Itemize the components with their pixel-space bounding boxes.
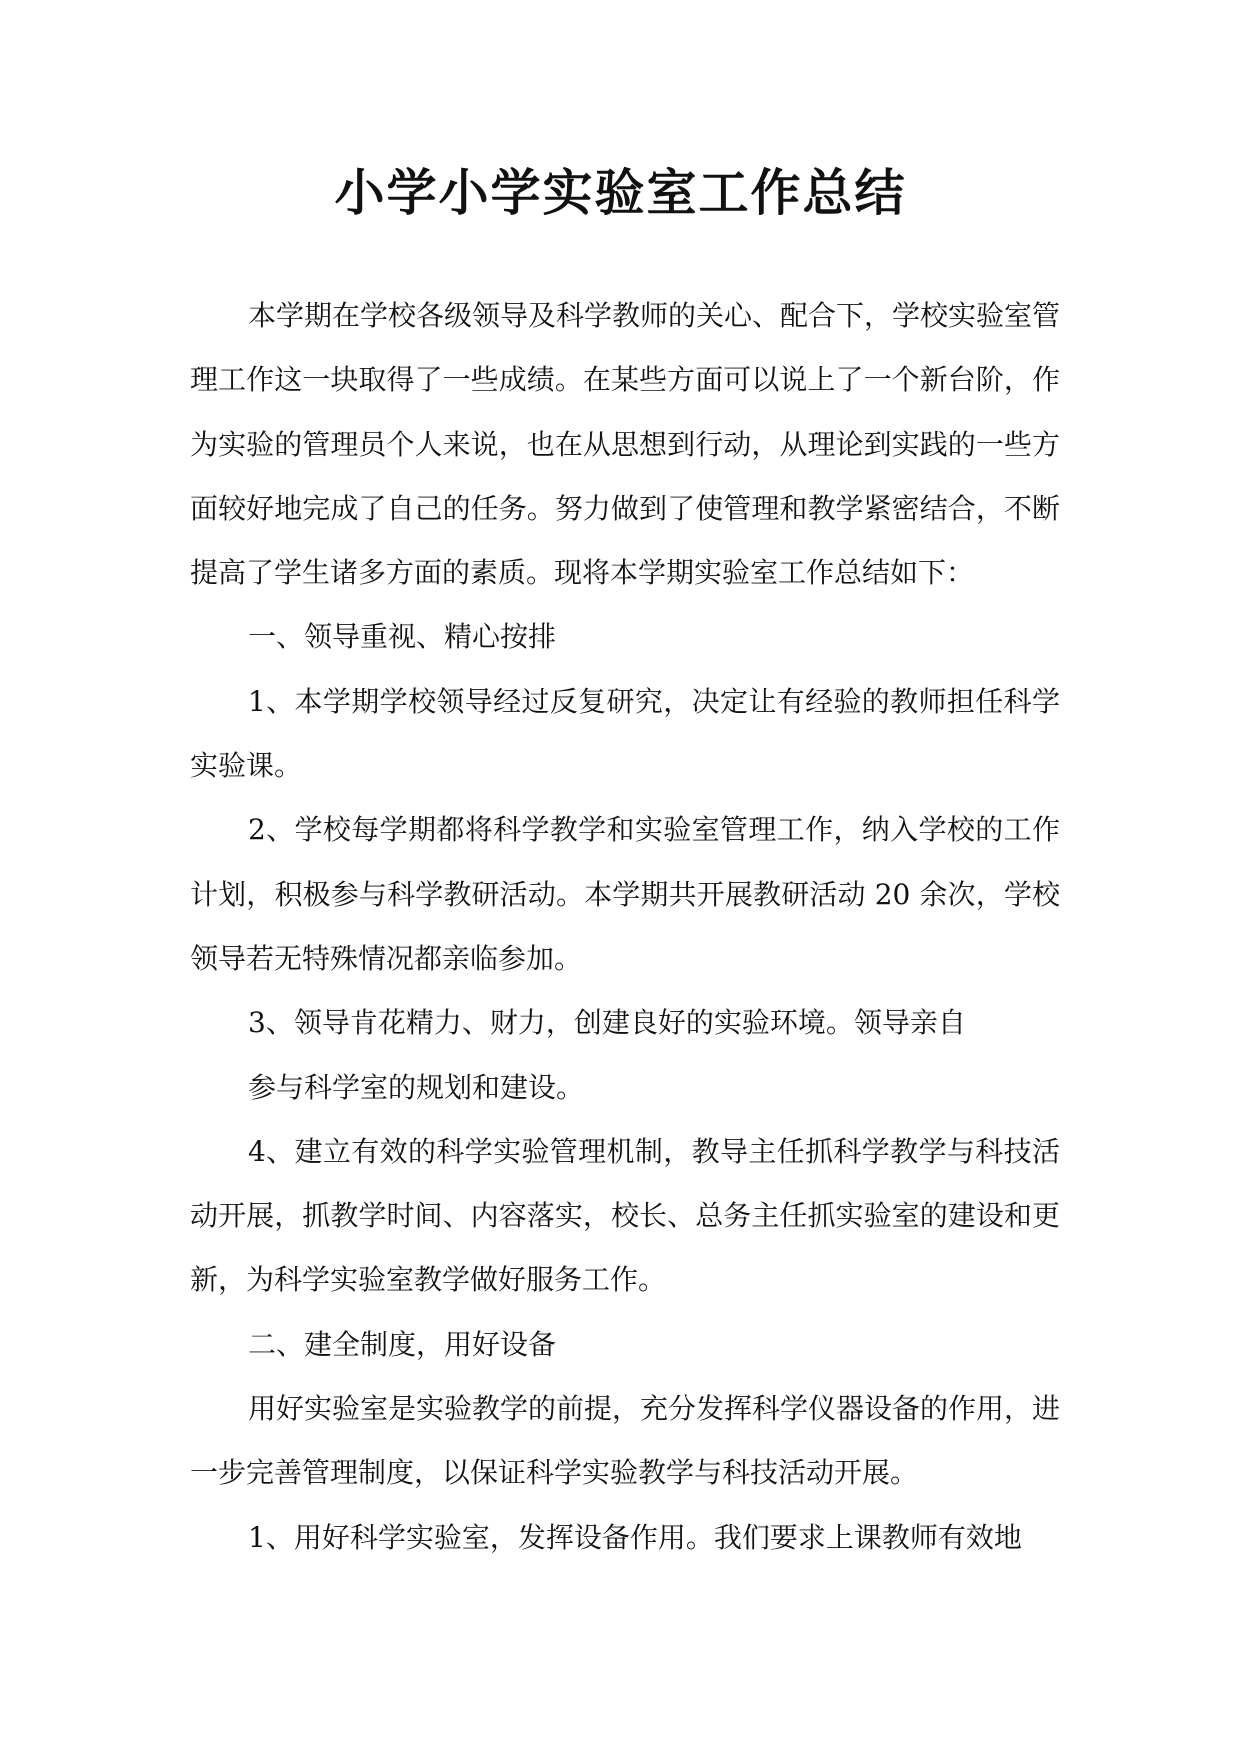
document-title: 小学小学实验室工作总结 (334, 163, 907, 222)
paragraph-intro: 本学期在学校各级领导及科学教师的关心、配合下，学校实验室管理工作这一块取得了一些成绩。在某些方面可以说上了一个新台阶，作为实验的管理员个人来说，也在从思想到行动，从理论到实践的一些方面较好地完成了自己的任务。努力做到了使管理和教学紧密结合，不断提高了学生诸多方面的素质。现将本学期实验室工作总结如下： (190, 299, 1061, 590)
paragraph-item-1-3-continued: 参与科学室的规划和建设。 (248, 1070, 585, 1104)
paragraph-item-1-1: 1、本学期学校领导经过反复研究，决定让有经验的教师担任科学实验课。 (190, 684, 1060, 783)
paragraph-item-1-4: 4、建立有效的科学实验管理机制，教导主任抓科学教学与科技活动开展，抓教学时间、内容落实，校长、总务主任抓实验室的建设和更新，为科学实验室教学做好服务工作。 (190, 1134, 1060, 1297)
section-heading-2: 二、建全制度，用好设备 (248, 1327, 557, 1361)
section-heading-1: 一、领导重视、精心按排 (248, 620, 557, 654)
document-body (190, 284, 1060, 1570)
paragraph-item-1-2: 2、学校每学期都将科学教学和实验室管理工作，纳入学校的工作计划，积极参与科学教研活动。本学期共开展教研活动 20 余次，学校领导若无特殊情况都亲临参加。 (190, 813, 1060, 975)
paragraph-section-2-intro: 用好实验室是实验教学的前提，充分发挥科学仪器设备的作用，进一步完善管理制度，以保证科学实验教学与科技活动开展。 (190, 1392, 1061, 1490)
paragraph-item-2-1: 1、用好科学实验室，发挥设备作用。我们要求上课教师有效地 (248, 1520, 1022, 1554)
paragraph-item-1-3: 3、领导肯花精力、财力，创建良好的实验环境。领导亲自 (248, 1006, 966, 1040)
